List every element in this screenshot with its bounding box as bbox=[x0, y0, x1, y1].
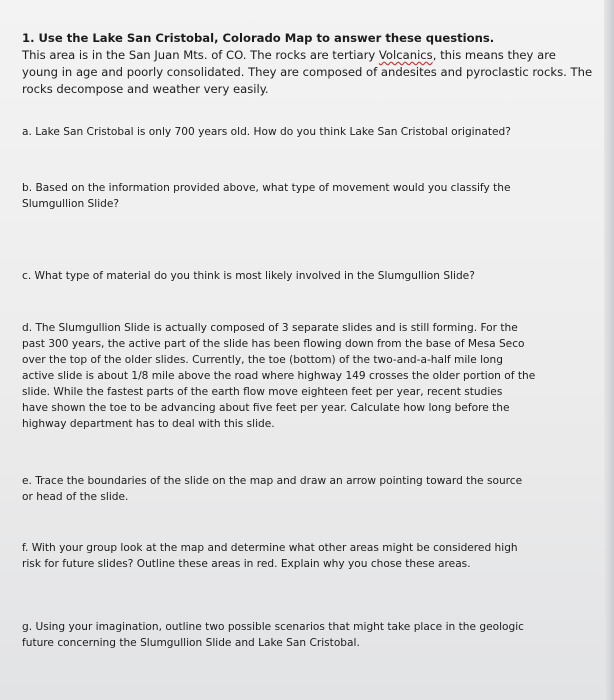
question-e-line: e. Trace the boundaries of the slide on the map and draw an arrow pointing toward the source bbox=[22, 475, 523, 487]
intro-line-1-end: , this means they are bbox=[432, 48, 556, 62]
intro-line-1-start: This area is in the San Juan Mts. of CO. The rocks are tertiary bbox=[22, 48, 379, 62]
page-edge-shadow bbox=[604, 0, 614, 700]
question-a bbox=[22, 124, 602, 140]
question-g-line: g. Using your imagination, outline two possible scenarios that might take place in the geologic bbox=[22, 621, 524, 633]
question-e-line: or head of the slide. bbox=[22, 491, 129, 503]
intro-line-1 bbox=[22, 47, 602, 64]
question-c bbox=[22, 268, 602, 284]
question-e bbox=[22, 473, 602, 505]
question-title: 1. Use the Lake San Cristobal, Colorado Map to answer these questions. bbox=[22, 31, 495, 45]
question-d-line: active slide is about 1/8 mile above the road where highway 149 crosses the older portion of the bbox=[22, 370, 536, 382]
question-d-line: d. The Slumgullion Slide is actually composed of 3 separate slides and is still forming. For the bbox=[22, 322, 518, 334]
question-b-line: Slumgullion Slide? bbox=[22, 198, 120, 210]
question-f bbox=[22, 540, 602, 572]
question-f-line: f. With your group look at the map and determine what other areas might be considered high bbox=[22, 542, 518, 554]
question-c-line: c. What type of material do you think is most likely involved in the Slumgullion Slide? bbox=[22, 270, 475, 282]
question-f-line: risk for future slides? Outline these areas in red. Explain why you chose these areas. bbox=[22, 558, 471, 570]
question-d-line: over the top of the older slides. Currently, the toe (bottom) of the two-and-a-half mile long bbox=[22, 354, 503, 366]
volcanics-word: Volcanics bbox=[378, 48, 433, 62]
question-g-line: future concerning the Slumgullion Slide and Lake San Cristobal. bbox=[22, 637, 360, 649]
question-d-line: slide. While the fastest parts of the earth flow move eighteen feet per year, recent studies bbox=[22, 386, 503, 398]
question-g bbox=[22, 619, 602, 651]
question-d-line: highway department has to deal with this slide. bbox=[22, 418, 275, 430]
question-d-line: have shown the toe to be advancing about five feet per year. Calculate how long before the bbox=[22, 402, 510, 414]
question-d-line: past 300 years, the active part of the slide has been flowing down from the base of Mesa Seco bbox=[22, 338, 525, 350]
question-a-line: a. Lake San Cristobal is only 700 years old. How do you think Lake San Cristobal originated? bbox=[22, 126, 511, 138]
intro-line-2: young in age and poorly consolidated. They are composed of andesites and pyroclastic rocks. The bbox=[22, 65, 593, 79]
question-b-line: b. Based on the information provided above, what type of movement would you classify the bbox=[22, 182, 511, 194]
question-b bbox=[22, 180, 602, 212]
question-d bbox=[22, 320, 602, 432]
intro-block bbox=[22, 30, 602, 98]
intro-line-3: rocks decompose and weather very easily. bbox=[22, 82, 269, 96]
